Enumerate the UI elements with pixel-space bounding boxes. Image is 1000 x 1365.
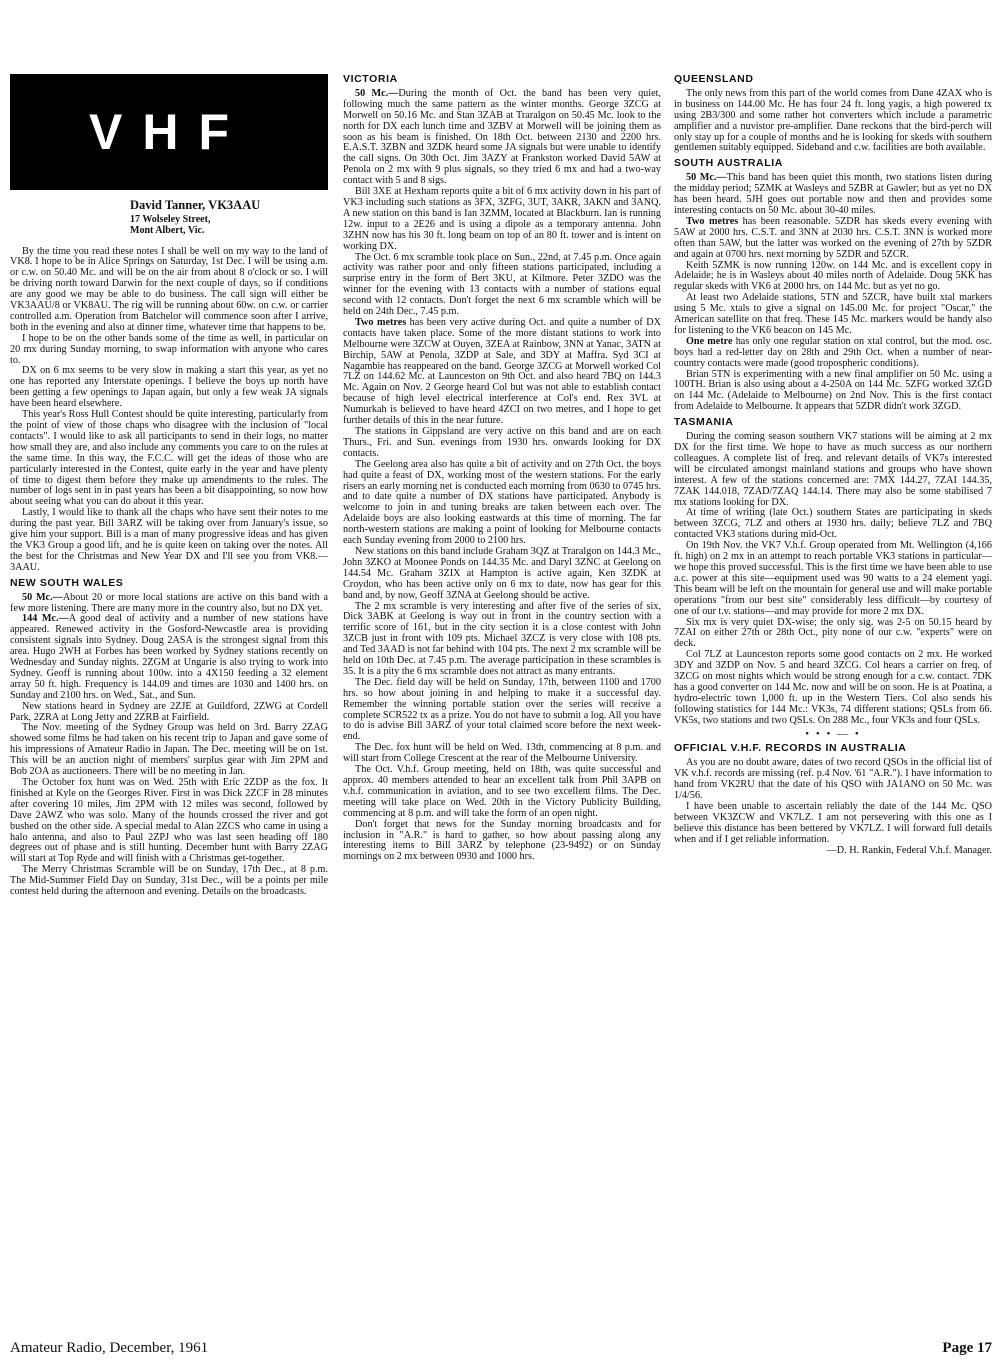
vic-2m-lead: Two metres <box>355 316 407 328</box>
footer-page-number: Page 17 <box>942 1340 992 1356</box>
nsw-paragraph: The Merry Christmas Scramble will be on Sunday, 17th Dec., at 8 p.m. The Mid-Summer Field Day on Sunday, 31st Dec., will be a points per mile contest held during the afternoon and evening. Details on the broadcasts. <box>10 864 328 898</box>
sa-paragraph: Brian 5TN is experimenting with a new final amplifier on 50 Mc. using a 100TH. Brian is also using about a 4-250A on 144 Mc. 5ZFG worked 3ZGD on 144 Mc. (Adelaide to Melbourne) on 2nd Nov. This is the first contact from Adelaide to Melbourne. It appears that 5ZDR didn't work 3ZGD. <box>674 368 992 413</box>
nsw-paragraph: The Nov. meeting of the Sydney Group was held on 3rd. Barry 2ZAG showed some films he had taken on his recent trip to Japan and gave some of his impressions of Amateur Radio in Japan. The Dec. meeting will be on 1st. This will be an auction night of members' surplus gear with Jim 2PM and Bob 2OA as auctioneers. There will be no meeting in Jan. <box>10 722 328 778</box>
vic-2m-paragraph <box>343 318 661 427</box>
nsw-144mc-text: A good deal of activity and a number of new stations have appeared. Renewed activity in the Gosford-Newcastle area is providing consistent signals into Sydney. Doug 2ASA is the strongest signal from this area. Hugo 2WH at Forbes has been worked by Sydney stations recently on Wednesday and Sunday nights. 2ZGM at Ungarie is also trying to work into Sydney. Geoff is running about 100w. into a 4X150 feeding a 32 element array 50 ft. high. Frequency is 144.09 and times are 1030 and 1400 hrs. on Sunday and 2100 hrs. on Wed., Sat., and Sun. <box>10 613 328 701</box>
vic-50mc-text: During the month of Oct. the band has been very quiet, following much the same pattern as the winter months. George 3ZCG at Morwell on 50.16 Mc. and Stan 3ZAB at Traralgon on 50.45 Mc. look to the north for DX each lunch time and 3ZBV at Morwell will be joining them as soon as his beam is finished. On 18th Oct. between 2130 and 2200 hrs. E.A.S.T. 3ZBN and 3ZDK heard some JA signals but were unable to identify the call signs. On 30th Oct. Jim 3AZY at Frankston worked David 5AW at Penola on 2 mx with 9 plus signals, so they tried 6 mx and had a two-way contact with 5 and 8 sigs. <box>343 87 661 187</box>
section-heading-records: OFFICIAL V.H.F. RECORDS IN AUSTRALIA <box>674 742 907 755</box>
section-heading-victoria: VICTORIA <box>343 74 398 85</box>
sa-2m-paragraph <box>674 217 992 261</box>
column-left <box>10 74 328 1336</box>
footer-publication: Amateur Radio, December, 1961 <box>10 1340 209 1356</box>
column-right <box>674 74 992 1336</box>
nsw-50mc-paragraph <box>10 593 328 615</box>
sa-1m-paragraph <box>674 337 992 370</box>
section-heading-queensland: QUEENSLAND <box>674 74 754 85</box>
vic-2m-text: has been very active during Oct. and quite a number of DX contacts have taken place. Some of the more distant stations to work into Melbourne were 3ZCW at Ouyen, 3ZEA at Rainbow, 3NN at Yanac, 3ATN at Birchip, 5AW at Penola, 3ZDP at Sale, and 3DY at Maffra. Syd 3CI at Nagambie has reappeared on the band. George 3ZCG at Morwell worked Col 7LZ on 144.62 Mc. at Launceston on 9th Oct. and also heard 7BQ on 144.3 Mc. Again on Nov. 2 George heard Col but was not able to establish contact because of high level electrical interference at Col's end. Rex 3VL at Numurkah is believed to have heard 4ZCI on two metres, and I hope to get further details of this in the near future. <box>343 316 661 427</box>
section-heading-nsw: NEW SOUTH WALES <box>10 576 124 589</box>
tas-paragraph: Six mx is very quiet DX-wise; the only sig. was 2-5 on 50.15 heard by 7ZAI on either 27th or 28th Oct., pity none of our c.w. "experts" were on deck. <box>674 616 992 650</box>
sa-paragraph: Keith 5ZMK is now running 120w. on 144 Mc. and is excellent copy in Adelaide; he is in Wasleys about 40 miles north of Adelaide. Doug 5KK has regular skeds with VK6 at 2000 hrs. on 144 Mc. but as yet no go. <box>674 259 992 293</box>
records-signature: —D. H. Rankin, Federal V.h.f. Manager. <box>826 844 992 856</box>
tas-paragraph: At time of writing (late Oct.) southern States are participating in skeds between 3ZCG, 7LZ and others at 1930 hrs. daily; believe 7LZ and 7BQ contacted VK3 stations during mid-Oct. <box>674 507 992 541</box>
nsw-144mc-lead: 144 Mc.— <box>22 613 69 625</box>
intro-paragraph: DX on 6 mx seems to be very slow in making a start this year, as yet no one has reported any Interstate openings. I believe the boys up north have been getting a few openings to Japan again, but only a few weak JA signals have been heard elsewhere. <box>10 365 328 410</box>
sa-paragraph: At least two Adelaide stations, 5TN and 5ZCR, have built xtal markers using 5 Mc. xtals to give a signal on 145.00 Mc. for project "Oscar," the American satellite on that freq. These 145 Mc. markers would be handy also for listening to the VK6 beacon on 145 Mc. <box>674 292 992 336</box>
records-paragraph: As you are no doubt aware, dates of two record QSOs in the official list of VK v.h.f. records are missing (ref. p.4 Nov. '61 "A.R."). I have information to hand from VK2RU that the date of his QSO with JA1ANO on 50 Mc. was 1/4/56. <box>674 757 992 802</box>
sa-1m-lead: One metre <box>686 335 733 347</box>
column-middle <box>343 74 661 1336</box>
vic-paragraph: The Oct. 6 mx scramble took place on Sun., 22nd, at 7.45 p.m. Once again activity was rather poor and only fifteen stations participated, including a surprise entry in the form of Bert 3KU, at Kilmore. Peter 3ZDO was the winner for the evening with 13 contacts with a number of stations equal second with 12 contacts. Don't forget the next 6 mx scramble which will be held on 24th Dec., 7.45 p.m. <box>343 251 661 318</box>
vic-paragraph: The 2 mx scramble is very interesting and after five of the series of six, Dick 3ABK at Geelong is way out in front in the country section with a terrific score of 161, but in the city section it is a close contest with John 3ZCB just in front with 109 pts. Michael 3ZCZ is very close with 108 pts. and Ted 3AAD is not far behind with 104 pts. The next 2 mx scramble will be held on 10th Dec. at 7.45 p.m. The average participation in these scrambles is 35. It is a pity the 6 mx scramble does not attract as many entrants. <box>343 600 661 677</box>
vic-50mc-paragraph <box>343 89 661 187</box>
vic-paragraph: The Dec. field day will be held on Sunday, 17th, between 1100 and 1700 hrs. so how about joining in and helping to make it a successful day. Remember the winning portable station over the series will receive a complete SCR522 tx as a prize. You do not have to submit a log. All you have to do is advise Bill 3ARZ of your total claimed score before the next week-end. <box>343 676 661 743</box>
intro-paragraph: I hope to be on the other bands some of the time as well, in particular on 20 mx during Sunday morning, to swap information with anyone who cares to. <box>10 332 328 366</box>
magazine-page <box>10 74 992 1336</box>
vic-paragraph: New stations on this band include Graham 3QZ at Traralgon on 144.3 Mc., John 3ZKO at Moonee Ponds on 144.35 Mc. and Daryl 3ZNC at Geelong on 144.54 Mc. Graham 3ZIX at Hampton is active again, Ken 3ZDK at Croydon, who has been active only on 6 mx to date, now has gear for this band and, by now, Geoff 3ZNA at Geelong should be active. <box>343 545 661 601</box>
author-street: 17 Wolseley Street, <box>130 213 211 225</box>
sa-50mc-text: This band has been quiet this month, two stations listen during the midday period; 5ZMK at Wasleys and 5ZBR at Gawler; but as yet no DX has been heard. 5JH goes out portable now and then and provides some interesting contacts on 50 Mc. about 30-40 miles. <box>674 172 992 216</box>
nsw-50mc-lead: 50 Mc.— <box>22 591 63 603</box>
intro-paragraph: By the time you read these notes I shall be well on my way to the land of VK8. I hope to be in Alice Springs on Saturday, 1st Dec. I will be using a.m. or c.w. on 50.40 Mc. and will be on the air from about 8 o'clock or so. I will be driving north toward Darwin for the next couple of days, so if conditions are any good we may be able to do business. The call sign will either be VK3AAU/8 or VK8AU. The rig will be running about 60w. on c.w. or carrier controlled a.m. Operation from Batchelor will commence soon after I arrive, both in the evening and also at dinner time, whatever time that happens to be. <box>10 245 328 333</box>
nsw-50mc-text: About 20 or more local stations are active on this band with a few more listening. There are many more in the country also, but no DX yet. <box>10 591 328 614</box>
section-divider: • • • — • <box>805 727 861 740</box>
page-footer <box>10 1340 992 1360</box>
sa-50mc-paragraph <box>674 173 992 217</box>
sa-50mc-lead: 50 Mc.— <box>686 172 727 184</box>
intro-paragraph: This year's Ross Hull Contest should be quite interesting, particularly from the point of view of those chaps who disagree with the inclusion of "local contacts". I would like to ask all participants to send in their logs, no matter how small they are, and also include any comments you care to on the rules at the same time. In this way, the F.C.C. will get the ideas of those who are particularly interested in the Contest, quite early in the year and have plenty of time to digest them before they make up amendments to the rules. The number of logs sent in in past years has been a bit disappointing, so now how about seeing what you can do about it this year. <box>10 409 328 508</box>
vic-paragraph: The Oct. V.h.f. Group meeting, held on 18th, was quite successful and approx. 40 members attended to hear an excellent talk from Phil 3APB on v.h.f. communication in aviation, and to see two excellent films. The Dec. meeting will take place on Wed. 20th in the Victory Publicity Building, commencing at 8 p.m. and will take the form of an open night. <box>343 764 661 819</box>
vic-paragraph: Bill 3XE at Hexham reports quite a bit of 6 mx activity down in his part of VK3 including such stations as 3FX, 3ZFG, 3UT, 3AKR, 3AKN and 3ANQ. A new station on this band is Ian 3ZMM, located at Blackburn. Ian is running 12w. input to a 2E26 and is using a dipole as a temporary antenna. John 3ZHN now has his 30 ft. long beam on top of an 80 ft. tower and is intent on working DX. <box>343 186 661 252</box>
author-block <box>130 200 328 237</box>
vic-paragraph: The Geelong area also has quite a bit of activity and on 27th Oct. the boys had quite a feast of DX, working most of the western stations. For the early risers an early morning net is conducted each morning from 0630 to 0745 hrs. and to date quite a number of DX stations have participated. Anybody is welcome to join in and tuning breaks are taken between each over. The Adelaide boys are also looking eastwards at this time of morning. The far north-western stations are making a point of looking for Melbourne contacts each Sunday evening from 2000 to 2100 hrs. <box>343 458 661 547</box>
author-suburb: Mont Albert, Vic. <box>130 225 205 236</box>
vic-paragraph: Don't forget that news for the Sunday morning broadcasts and for inclusion in "A.R." is hard to gather, so how about passing along any interesting items to Bill 3ARZ by telephone (23-9492) or on Sunday mornings on 2 mx between 0930 and 1000 hrs. <box>343 818 661 863</box>
records-paragraph: I have been unable to ascertain reliably the date of the 144 Mc. QSO between VK3ZCW and VK7LZ. I am not persevering with this one as I believe this distance has been bettered by VK7LZ. I will forward full details when and if I get reliable information. <box>674 801 992 845</box>
sa-2m-text: has been reasonable. 5ZDR has skeds every evening with 5AW at 2000 hrs. C.S.T. and 3NN at 2030 hrs. C.S.T. 3NN is worked more often than 5AW, but the latter was worked on the evening of 27th by 5ZDR and again at 0700 hrs. next morning by 5ZDR and 5ZCR. <box>674 215 992 260</box>
vic-50mc-lead: 50 Mc.— <box>355 87 399 99</box>
tas-paragraph: During the coming season southern VK7 stations will be aiming at 2 mx DX for the first time. We hope to have as much success as our northern colleagues. A complete list of freq. and relevant details of VK7s interested will be circulated amongst mainland stations and groups who have shown interest. A few of the stations concerned are: 7MX 144.27, 7ZAI 144.35, 7ZAK 144.018, 7ZAD/7ZAQ 144.14. There may also be some stabilised 7 mx stations looking for DX. <box>674 431 992 508</box>
intro-paragraph: Lastly, I would like to thank all the chaps who have sent their notes to me during the past year. Bill 3ARZ will be taking over from January's issue, so give him your support. Bill is a man of many progressive ideas and has given the VK3 Group a good lift, and he is quite keen on taking over the notes. All the best for the Christmas and New Year DX and I'll see you from VK8.—3AAU. <box>10 507 328 573</box>
qld-paragraph: The only news from this part of the world comes from Dane 4ZAX who is in business on 144.00 Mc. He has four 24 ft. long yagis, a high powered tx using 2B3/300 and some rather hot converters which include a parametric amplifier and a nuvistor pre-amplifier. Dane reckons that the bird-perch will only stay up for a couple of months and he is looking for skeds with southern gentlemen suitably equipped. Sideband and c.w. facilities are both available. <box>674 87 992 154</box>
section-heading-tasmania: TASMANIA <box>674 416 734 429</box>
tas-paragraph: Col 7LZ at Launceston reports some good contacts on 2 mx. He worked 3DY and 3ZDP on Nov. 5 and heard 3ZCG. Col hears a carrier on freq. of 3ZCG on most nights which would be strong enough for a c.w. contact. 7DK has a good converter on 144 Mc. now and will be on soon. He is at Poatina, a hydro-electric town 1,000 ft. up in the Western Tiers. Col also sends his following statistics for 144 Mc.: VK3s, 74 different stations; QSLs from 66. VK5s, two stations and two QSLs. On 288 Mc., four VK3s and four QSLs. <box>674 649 992 726</box>
section-heading-south-australia: SOUTH AUSTRALIA <box>674 157 783 170</box>
author-name: David Tanner, VK3AAU <box>130 198 261 212</box>
nsw-144mc-paragraph <box>10 614 328 701</box>
nsw-paragraph: The October fox hunt was on Wed. 25th with Eric 2ZDP as the fox. It finished at Kyle on the Georges River. First in was Dick 2ZCF in 28 minutes after covering 10 miles, Jim 2PM with 12 miles was second, followed by Dave 2AWZ who was solo. Many of the hounds crossed the river and got bushed on the other side. A special medal to Alan 2ZCS who came in using a halo antenna, and also to Paul 2ZPJ who was last seen heading off 180 degrees out of phase and is still hunting. December hunt with Barry 2ZAG will start at Top Ryde and will finish with a Christmas get-together. <box>10 777 328 865</box>
vhf-banner: VHF <box>10 74 328 190</box>
vic-paragraph: The Dec. fox hunt will be held on Wed. 13th, commencing at 8 p.m. and will start from College Crescent at the rear of the Melbourne University. <box>343 742 661 765</box>
sa-2m-lead: Two metres <box>686 215 739 227</box>
sa-1m-text: has only one regular station on xtal control, but the mod. osc. boys had a red-letter day on 28th and 29th Oct. when a number of near-country contacts were made (good tropospheric conditions). <box>674 335 992 369</box>
nsw-paragraph: New stations heard in Sydney are 2ZJE at Guildford, 2ZWG at Cordell Park, 2ZRA at Long Jetty and 2ZRB at Fairfield. <box>10 700 328 723</box>
tas-paragraph: On 19th Nov. the VK7 V.h.f. Group operated from Mt. Wellington (4,166 ft. high) on 2 mx in an attempt to reach portable VK3 stations in particular—we hope this proved successful. This is the first time we have been able to use a.c. power at this site—equipment used was 90 watts to a 24 element yagi. This beam will be left on the mountain for general use and will make portable operations "from our best site" considerably less difficult—by courtesy of one of our t.v. stations—and may provide for more 2 mx DX. <box>674 540 992 617</box>
vic-paragraph: The stations in Gippsland are very active on this band and are on each Thurs., Fri. and Sun. evenings from 1930 hrs. onwards looking for DX contacts. <box>343 426 661 459</box>
